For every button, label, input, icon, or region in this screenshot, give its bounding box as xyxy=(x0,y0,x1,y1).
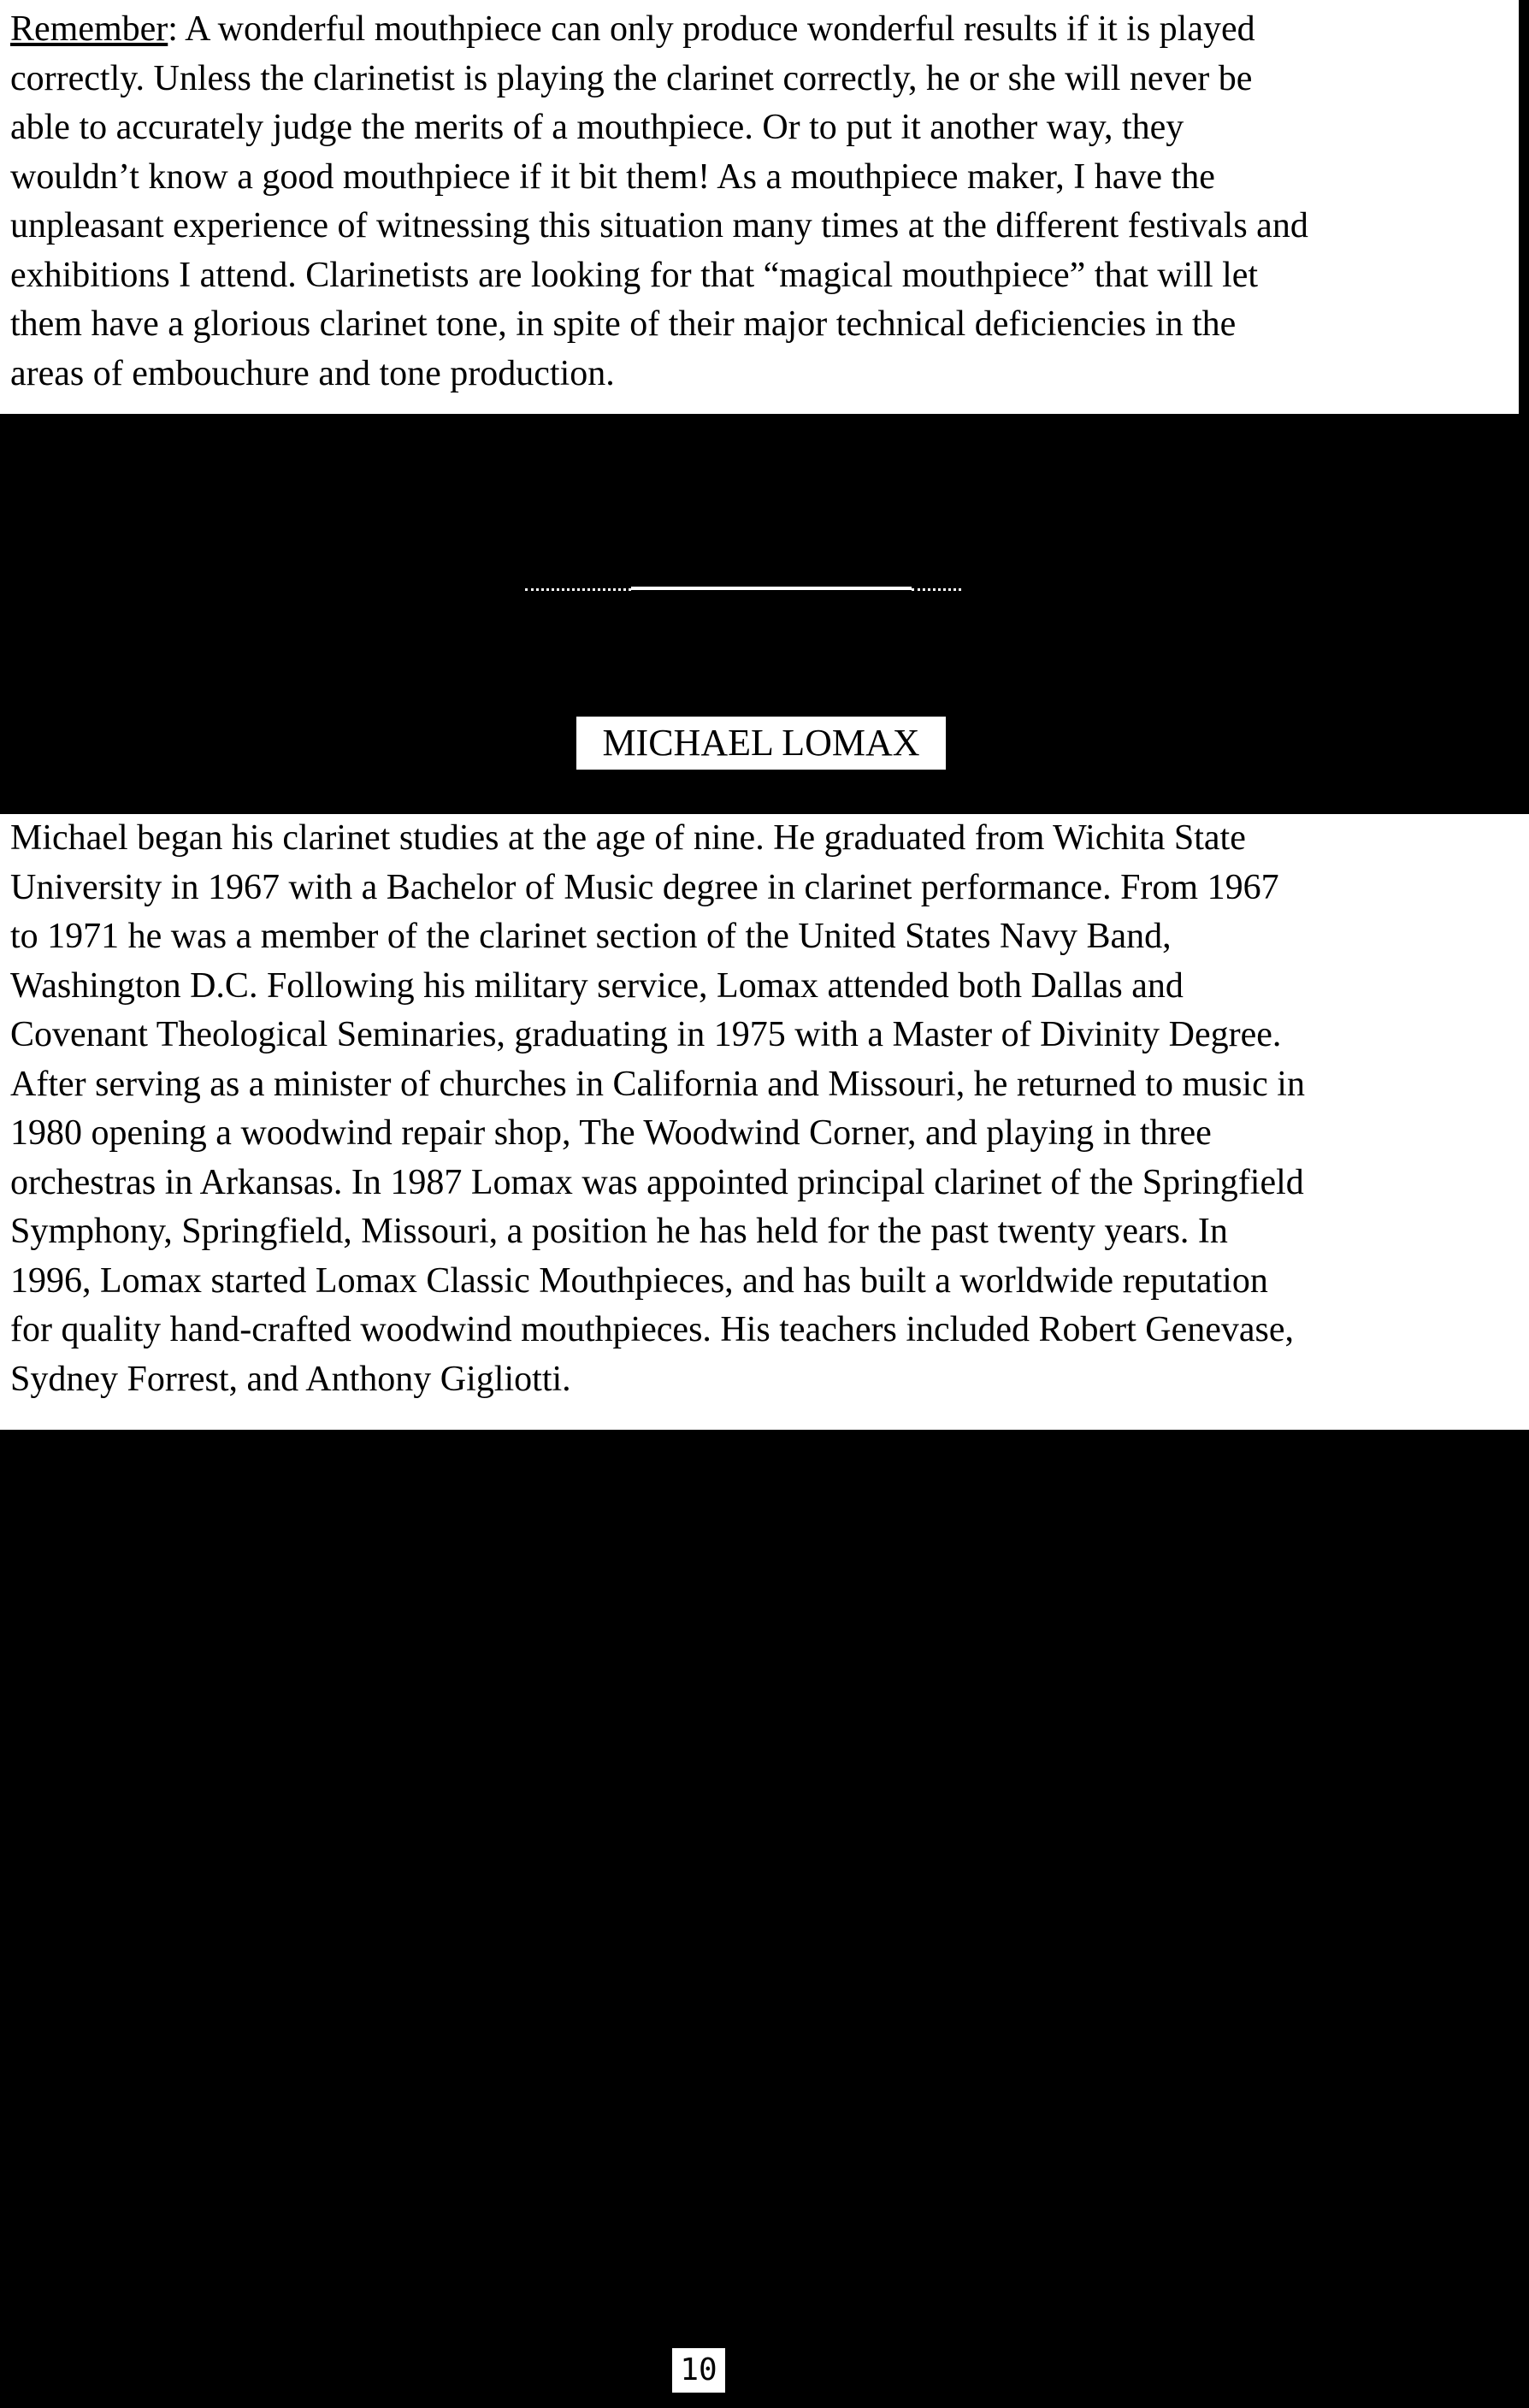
divider-dots-left xyxy=(525,588,631,591)
remember-lead: Remember xyxy=(10,9,168,49)
divider-line xyxy=(631,587,912,590)
intro-text: : A wonderful mouthpiece can only produce wonderful results if it is played correctly. Unless the clarinetist is playing the clarinet correctly, he or she will never be able to accurately judge the merits of a mouthpiece. Or to put it another way, they wouldn’t know a good mouthpiece if it bit them! As a mouthpiece maker, I have the unpleasant experience of witnessing this situation many times at the different festivals and exhibitions I attend. Clarinetists are looking for that “magical mouthpiece” that will let them have a glorious clarinet tone, in spite of their major technical deficiencies in the areas of embouchure and tone production. xyxy=(10,9,1308,393)
section-divider xyxy=(525,587,961,592)
section-heading: MICHAEL LOMAX xyxy=(576,717,946,770)
bio-paragraph: Michael began his clarinet studies at the age of nine. He graduated from Wichita State University in 1967 with a Bachelor of Music degree in clarinet performance. From 1967 to 1971 he was a member of the clarinet section of the United States Navy Band, Washington D.C. Following his military service, Lomax attended both Dallas and Covenant Theological Seminaries, graduating in 1975 with a Master of Divinity Degree. After serving as a minister of churches in California and Missouri, he returned to music in 1980 opening a woodwind repair shop, The Woodwind Corner, and playing in three orchestras in Arkansas. In 1987 Lomax was appointed principal clarinet of the Springfield Symphony, Springfield, Missouri, a position he has held for the past twenty years. In 1996, Lomax started Lomax Classic Mouthpieces, and has built a worldwide reputation for quality hand-crafted woodwind mouthpieces. His teachers included Robert Genevase, Sydney Forrest, and Anthony Gigliotti. xyxy=(0,814,1529,1430)
intro-paragraph xyxy=(0,0,1519,414)
divider-dots-right xyxy=(912,588,961,591)
page-number: 10 xyxy=(672,2348,725,2393)
